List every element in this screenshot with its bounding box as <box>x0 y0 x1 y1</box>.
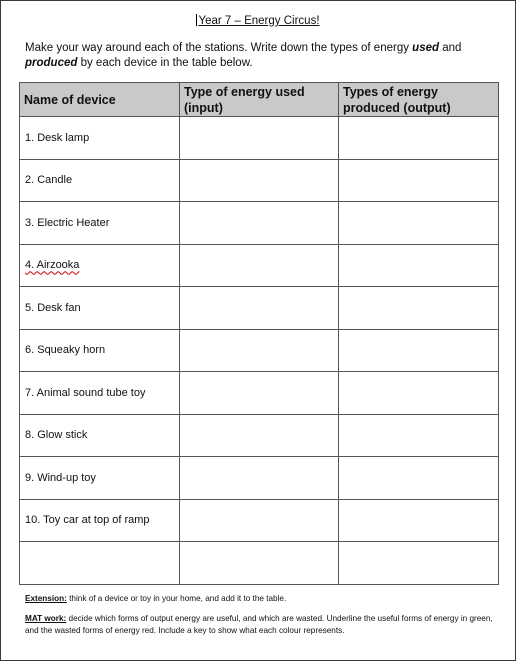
intro-text: Make your way around each of the stations. Write down the types of energy <box>25 42 413 54</box>
page-title: Year 7 – Energy Circus! <box>198 15 320 27</box>
device-cell: 3. Electric Heater <box>20 202 180 245</box>
header-energy-used: Type of energy used (input) <box>180 83 339 117</box>
mat-work-text: decide which forms of output energy are useful, and which are wasted. Underline the useful forms of energy in green, and the wasted forms of energy red. Include a key to show what each colour represents. <box>25 614 493 635</box>
output-energy-cell[interactable] <box>339 457 499 500</box>
energy-table <box>19 82 499 585</box>
output-energy-cell[interactable] <box>339 287 499 330</box>
table-row <box>20 244 499 287</box>
device-cell: 1. Desk lamp <box>20 117 180 160</box>
device-label-spellcheck: 4. Airzooka <box>25 259 80 272</box>
device-cell: 10. Toy car at top of ramp <box>20 499 180 542</box>
table-row <box>20 159 499 202</box>
output-energy-cell[interactable] <box>339 159 499 202</box>
extension-text: think of a device or toy in your home, and add it to the table. <box>66 594 287 603</box>
device-cell: 5. Desk fan <box>20 287 180 330</box>
table-row <box>20 287 499 330</box>
device-cell: 2. Candle <box>20 159 180 202</box>
header-energy-produced: Types of energy produced (output) <box>339 83 499 117</box>
output-energy-cell[interactable] <box>339 372 499 415</box>
table-row <box>20 414 499 457</box>
intro-after: by each device in the table below. <box>77 57 253 69</box>
extension-label: Extension: <box>25 594 67 603</box>
output-energy-cell[interactable] <box>339 244 499 287</box>
table-row <box>20 329 499 372</box>
intro-and: and <box>439 42 462 54</box>
table-row <box>20 117 499 160</box>
table-header-row <box>20 83 499 117</box>
input-energy-cell[interactable] <box>180 457 339 500</box>
instructions <box>25 41 495 71</box>
input-energy-cell[interactable] <box>180 372 339 415</box>
input-energy-cell[interactable] <box>180 542 339 585</box>
table-row <box>20 202 499 245</box>
input-energy-cell[interactable] <box>180 287 339 330</box>
mat-work-label: MAT work: <box>25 614 67 623</box>
device-cell: 6. Squeaky horn <box>20 329 180 372</box>
table-row-blank <box>20 542 499 585</box>
input-energy-cell[interactable] <box>180 244 339 287</box>
input-energy-cell[interactable] <box>180 117 339 160</box>
extension-note <box>25 593 495 605</box>
input-energy-cell[interactable] <box>180 499 339 542</box>
output-energy-cell[interactable] <box>339 542 499 585</box>
output-energy-cell[interactable] <box>339 414 499 457</box>
input-energy-cell[interactable] <box>180 202 339 245</box>
intro-used: used <box>412 42 440 54</box>
device-cell <box>20 244 180 287</box>
output-energy-cell[interactable] <box>339 202 499 245</box>
table-row <box>20 457 499 500</box>
device-cell: 9. Wind-up toy <box>20 457 180 500</box>
device-cell[interactable] <box>20 542 180 585</box>
device-cell: 7. Animal sound tube toy <box>20 372 180 415</box>
input-energy-cell[interactable] <box>180 329 339 372</box>
output-energy-cell[interactable] <box>339 117 499 160</box>
table-row <box>20 372 499 415</box>
table-row <box>20 499 499 542</box>
mat-work-note <box>25 613 495 636</box>
output-energy-cell[interactable] <box>339 499 499 542</box>
header-name-of-device: Name of device <box>20 83 180 117</box>
input-energy-cell[interactable] <box>180 414 339 457</box>
output-energy-cell[interactable] <box>339 329 499 372</box>
device-cell: 8. Glow stick <box>20 414 180 457</box>
input-energy-cell[interactable] <box>180 159 339 202</box>
intro-produced: produced <box>25 57 78 69</box>
